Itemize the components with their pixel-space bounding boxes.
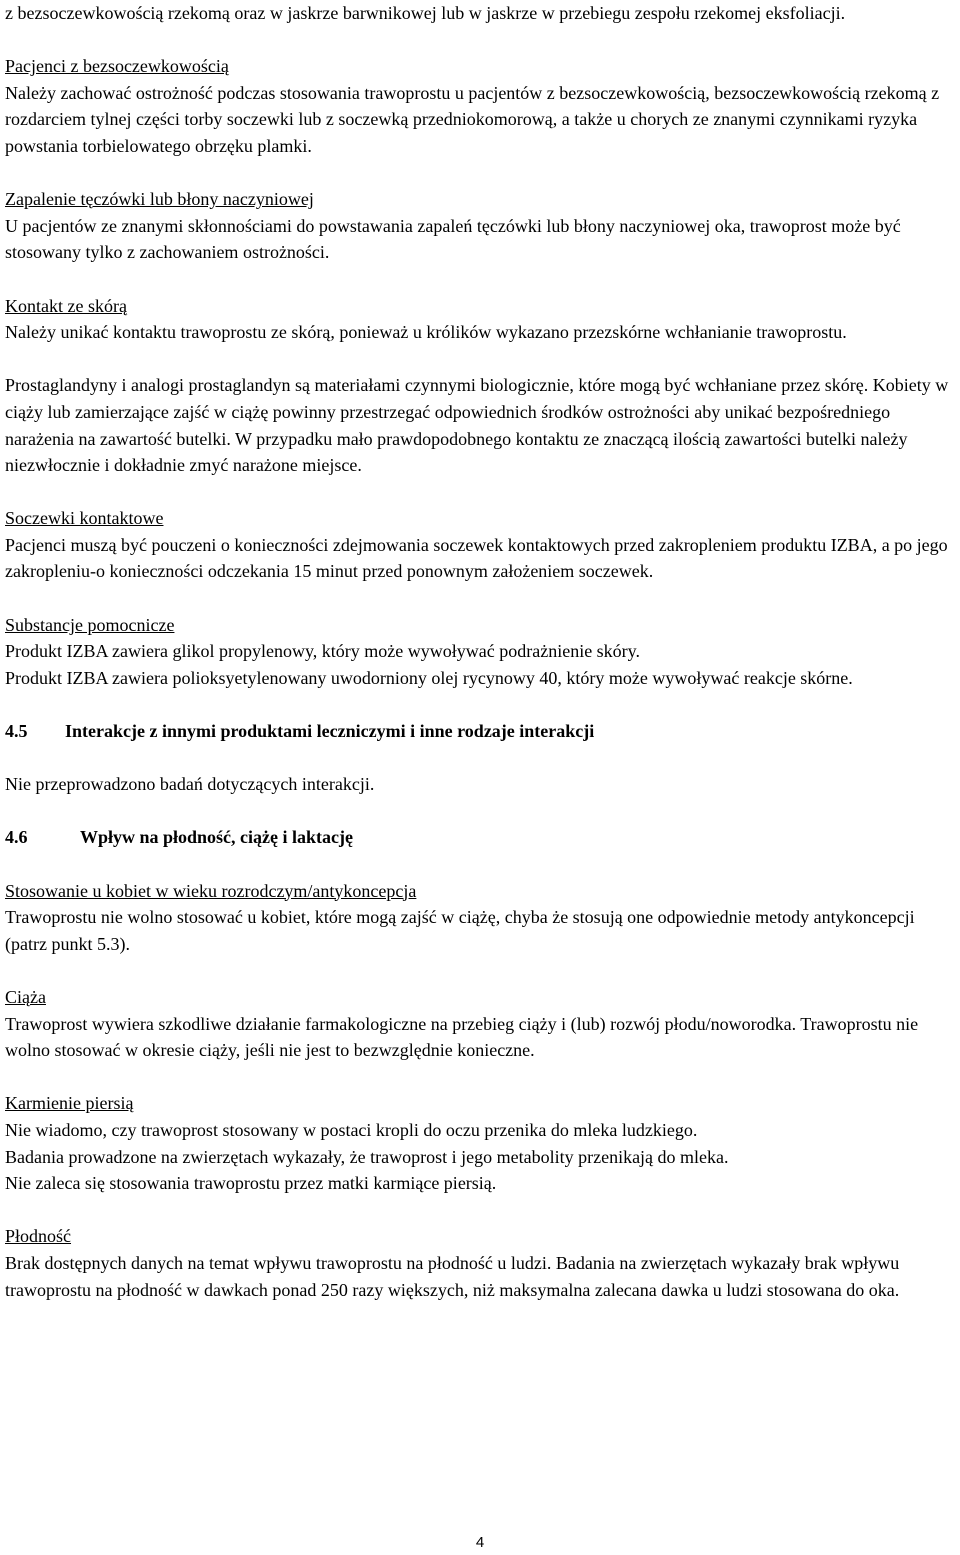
section-4-6-number: 4.6 xyxy=(5,827,28,848)
fertility-heading: Płodność xyxy=(5,1226,72,1247)
page-number: 4 xyxy=(475,1534,485,1551)
breastfeeding-line-1: Nie wiadomo, czy trawoprost stosowany w postaci kropli do oczu przenika do mleka ludzkiego. xyxy=(5,1119,698,1140)
excipients-line-2: Produkt IZBA zawiera polioksyetylenowany uwodorniony olej rycynowy 40, który może wywoływać reakcje skórne. xyxy=(5,667,853,688)
contact-lenses-text: Pacjenci muszą być pouczeni o konieczności zdejmowania soczewek kontaktowych przed zakropleniem produktu IZBA, a po jego zakropleniu-o konieczności odczekania 15 minut przed ponownym założeniem soczewek. xyxy=(5,534,948,582)
prostaglandin-text: Prostaglandyny i analogi prostaglandyn są materiałami czynnymi biologicznie, które mogą być wchłaniane przez skórę. Kobiety w ciąży lub zamierzające zajść w ciążę powinny przestrzegać odpowiednich środków ostrożności aby unikać bezpośredniego narażenia na zawartość butelki. W przypadku mało prawdopodobnego kontaktu ze znaczącą ilością zawartości butelki należy niezwłocznie i dokładnie zmyć narażone miejsce. xyxy=(5,375,949,476)
pregnancy-text: Trawoprost wywiera szkodliwe działanie farmakologiczne na przebieg ciąży i (lub) rozwój płodu/noworodka. Trawoprostu nie wolno stosować w okresie ciąży, jeśli nie jest to bezwzględnie konieczne. xyxy=(5,1013,919,1061)
iritis-section xyxy=(5,186,957,266)
section-4-5-text: Nie przeprowadzono badań dotyczących interakcji. xyxy=(5,774,375,795)
skin-contact-heading: Kontakt ze skórą xyxy=(5,295,127,316)
excipients-section xyxy=(5,612,957,692)
pregnancy-section xyxy=(5,984,957,1064)
section-4-5-number: 4.5 xyxy=(5,721,28,742)
breastfeeding-heading: Karmienie piersią xyxy=(5,1093,134,1114)
breastfeeding-line-3: Nie zaleca się stosowania trawoprostu przez matki karmiące piersią. xyxy=(5,1173,497,1194)
contraception-text: Trawoprostu nie wolno stosować u kobiet, które mogą zajść w ciążę, chyba że stosują one odpowiednie metody antykoncepcji (patrz punkt 5.3). xyxy=(5,907,915,954)
section-4-5-heading: Interakcje z innymi produktami leczniczymi i inne rodzaje interakcji xyxy=(65,721,595,742)
excipients-line-1: Produkt IZBA zawiera glikol propylenowy, który może wywoływać podrażnienie skóry. xyxy=(5,641,641,662)
aphakia-heading: Pacjenci z bezsoczewkowością xyxy=(5,56,229,77)
contact-lenses-heading: Soczewki kontaktowe xyxy=(5,508,164,529)
fertility-text: Brak dostępnych danych na temat wpływu trawoprostu na płodność u ludzi. Badania na zwierzętach wykazały brak wpływu trawoprostu na płodność w dawkach ponad 250 razy większych, niż maksymalna zalecana dawka u ludzi stosowana do oka. xyxy=(5,1252,900,1300)
fertility-section xyxy=(5,1223,957,1303)
continuation-text: z bezsoczewkowością rzekomą oraz w jaskrze barwnikowej lub w jaskrze w przebiegu zespołu rzekomej eksfoliacji. xyxy=(5,3,846,23)
aphakia-section xyxy=(5,53,957,159)
contact-lenses-section xyxy=(5,505,957,585)
breastfeeding-section xyxy=(5,1090,957,1196)
skin-contact-section xyxy=(5,293,957,346)
section-4-6-title xyxy=(5,824,957,851)
section-4-6-heading: Wpływ na płodność, ciążę i laktację xyxy=(80,827,353,848)
section-4-5-title xyxy=(5,718,957,745)
iritis-text: U pacjentów ze znanymi skłonnościami do powstawania zapaleń tęczówki lub błony naczyniowej oka, trawoprost może być stosowany tylko z zachowaniem ostrożności. xyxy=(5,215,901,263)
skin-contact-text: Należy unikać kontaktu trawoprostu ze skórą, ponieważ u królików wykazano przezskórne wchłanianie trawoprostu. xyxy=(5,322,847,343)
document-page xyxy=(5,0,957,1303)
contraception-heading: Stosowanie u kobiet w wieku rozrodczym/antykoncepcja xyxy=(5,880,417,901)
iritis-heading: Zapalenie tęczówki lub błony naczyniowej xyxy=(5,189,314,210)
breastfeeding-line-2: Badania prowadzone na zwierzętach wykazały, że trawoprost i jego metabolity przenikają do mleka. xyxy=(5,1146,729,1167)
pregnancy-heading: Ciąża xyxy=(5,986,46,1007)
aphakia-text: Należy zachować ostrożność podczas stosowania trawoprostu u pacjentów z bezsoczewkowością, bezsoczewkowością rzekomą z rozdarciem tylnej części torby soczewki lub z soczewką przedniokomorową, a także u chorych ze znanymi czynnikami ryzyka powstania torbielowatego obrzęku plamki. xyxy=(5,82,940,156)
contraception-section xyxy=(5,878,957,958)
excipients-heading: Substancje pomocnicze xyxy=(5,614,175,635)
